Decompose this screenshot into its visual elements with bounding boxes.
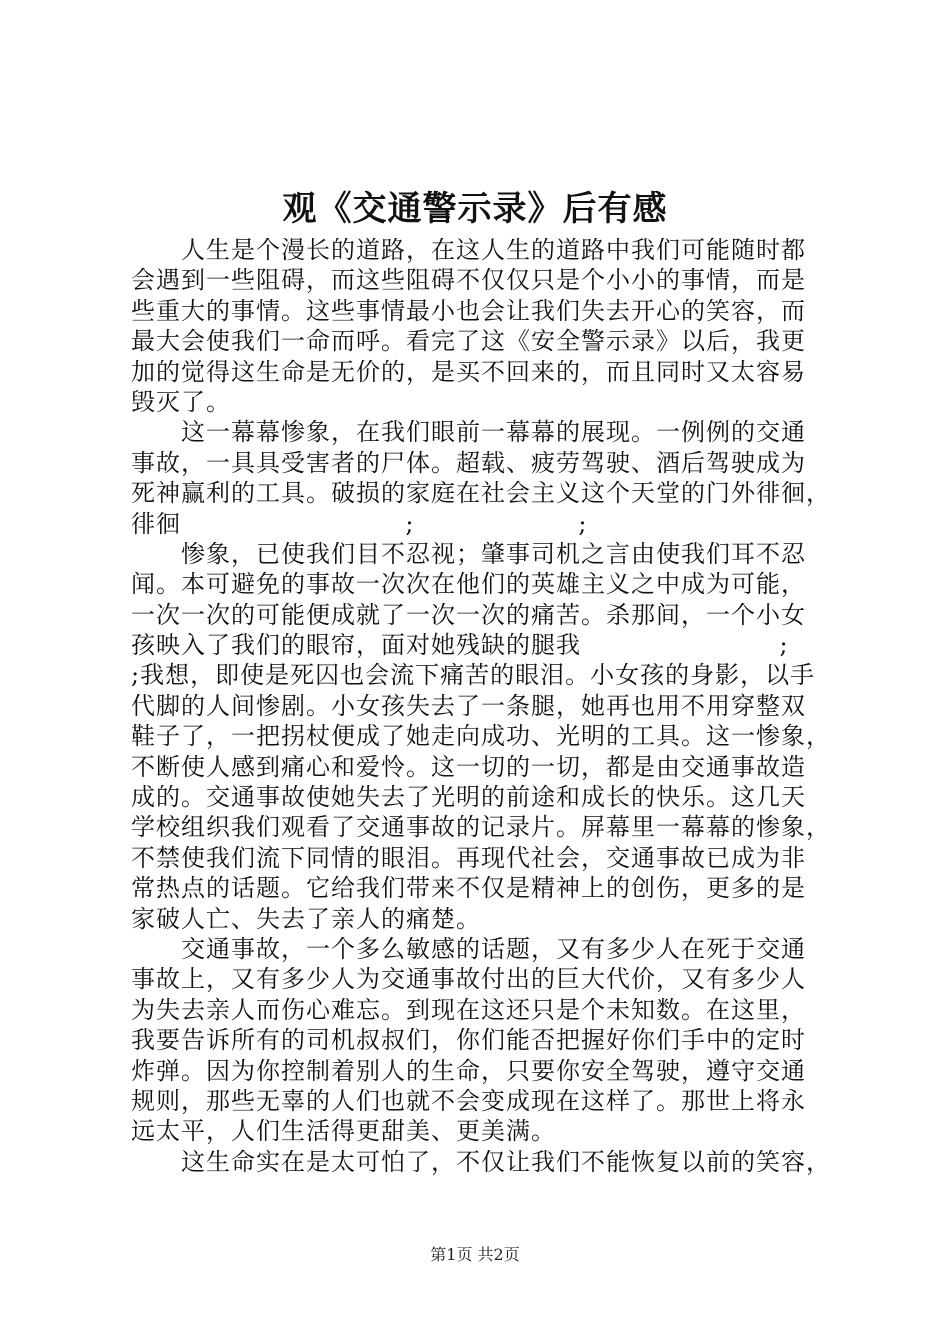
document-body [131, 235, 841, 1177]
body-line: 人生是个漫长的道路，在这人生的道路中我们可能随时都 [131, 236, 806, 264]
body-line: 会遇到一些阻碍，而这些阻碍不仅仅只是个小小的事情，而是 [131, 266, 806, 295]
body-line: 毁灭了。 [131, 387, 231, 416]
body-line: 这一幕幕惨象，在我们眼前一幕幕的展现。一例例的交通 [131, 418, 806, 447]
body-line: 些重大的事情。这些事情最小也会让我们失去开心的笑容，而 [131, 296, 806, 325]
body-line: 规则，那些无辜的人们也就不会变成现在这样了。那世上将永 [131, 1086, 806, 1115]
body-line: ;我想，即使是死囚也会流下痛苦的眼泪。小女孩的身影，以手 [131, 661, 816, 690]
body-line: 徘徊 ; ; [131, 509, 588, 538]
body-line: 一次一次的可能便成就了一次一次的痛苦。杀那间，一个小女 [131, 600, 806, 629]
body-line: 死神赢利的工具。破损的家庭在社会主义这个天堂的门外徘徊， [131, 479, 831, 508]
body-line: 事故，一具具受害者的尸体。超载、疲劳驾驶、酒后驾驶成为 [131, 448, 806, 477]
body-line: 成的。交通事故使她失去了光明的前途和成长的快乐。这几天 [131, 783, 806, 812]
body-line: 加的觉得这生命是无价的，是买不回来的，而且同时又太容易 [131, 357, 806, 386]
body-line: 这生命实在是太可怕了，不仅让我们不能恢复以前的笑容， [131, 1147, 831, 1176]
body-line: 我要告诉所有的司机叔叔们，你们能否把握好你们手中的定时 [131, 1026, 806, 1055]
body-line: 鞋子了，一把拐杖便成了她走向成功、光明的工具。这一惨象， [131, 722, 831, 751]
body-line: 代脚的人间惨剧。小女孩失去了一条腿，她再也用不用穿整双 [131, 691, 806, 720]
body-line: 不断使人感到痛心和爱怜。这一切的一切，都是由交通事故造 [131, 752, 806, 781]
body-line: 孩映入了我们的眼帘，面对她残缺的腿我 ; [131, 631, 789, 660]
document-title: 观《交通警示录》后有感 [282, 189, 668, 229]
body-line: 为失去亲人而伤心难忘。到现在这还只是个未知数。在这里， [131, 995, 806, 1024]
body-line: 学校组织我们观看了交通事故的记录片。屏幕里一幕幕的惨象， [131, 813, 831, 842]
page-number-footer: 第1页 共2页 [430, 1245, 520, 1264]
body-line: 炸弹。因为你控制着别人的生命，只要你安全驾驶，遵守交通 [131, 1056, 806, 1085]
body-line: 闻。本可避免的事故一次次在他们的英雄主义之中成为可能， [131, 570, 806, 599]
body-line: 常热点的话题。它给我们带来不仅是精神上的创伤，更多的是 [131, 874, 806, 903]
body-line: 远太平，人们生活得更甜美、更美满。 [131, 1117, 556, 1146]
body-line: 不禁使我们流下同情的眼泪。再现代社会，交通事故已成为非 [131, 843, 806, 872]
body-line: 家破人亡、失去了亲人的痛楚。 [131, 904, 481, 933]
body-line: 交通事故，一个多么敏感的话题，又有多少人在死于交通 [131, 934, 806, 963]
body-line: 惨象，已使我们目不忍视；肇事司机之言由使我们耳不忍 [131, 539, 806, 568]
body-line: 事故上，又有多少人为交通事故付出的巨大代价，又有多少人 [131, 965, 806, 994]
body-line: 最大会使我们一命而呼。看完了这《安全警示录》以后，我更 [131, 327, 806, 356]
